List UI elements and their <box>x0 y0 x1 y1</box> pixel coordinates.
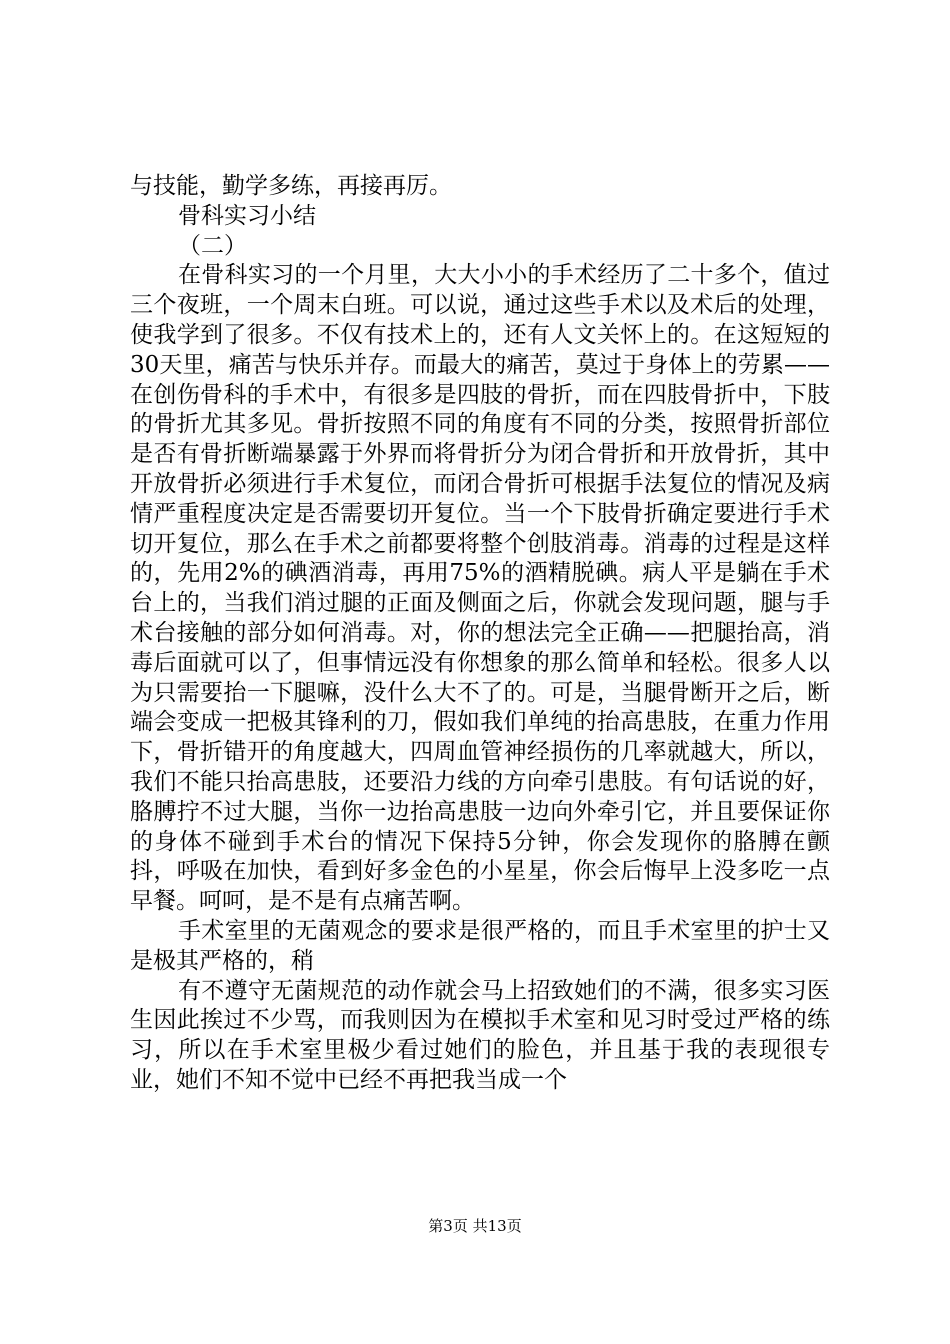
paragraph-sterile: 手术室里的无菌观念的要求是很严格的，而且手术室里的护士又是极其严格的，稍 <box>130 917 830 974</box>
paragraph-nurses: 有不遵守无菌规范的动作就会马上招致她们的不满，很多实习医生因此挨过不少骂，而我则因为在模拟手术室和见习时受过严格的练习，所以在手术室里极少看过她们的脸色，并且基于我的表现很专业，她们不知不觉中已经不再把我当成一个 <box>130 977 830 1093</box>
paragraph-main: 在骨科实习的一个月里，大大小小的手术经历了二十多个，值过三个夜班，一个周末白班。可以说，通过这些手术以及术后的处理，使我学到了很多。不仅有技术上的，还有人文关怀上的。在这短短的30天里，痛苦与快乐并存。而最大的痛苦，莫过于身体上的劳累——在创伤骨科的手术中，有很多是四肢的骨折，而在四肢骨折中，下肢的骨折尤其多见。骨折按照不同的角度有不同的分类，按照骨折部位是否有骨折断端暴露于外界而将骨折分为闭合骨折和开放骨折，其中开放骨折必须进行手术复位，而闭合骨折可根据手法复位的情况及病情严重程度决定是否需要切开复位。当一个下肢骨折确定要进行手术切开复位，那么在手术之前都要将整个创肢消毒。消毒的过程是这样的，先用2%的碘酒消毒，再用75%的酒精脱碘。病人平是躺在手术台上的，当我们消过腿的正面及侧面之后，你就会发现问题，腿与手术台接触的部分如何消毒。对，你的想法完全正确——把腿抬高，消毒后面就可以了，但事情远没有你想象的那么简单和轻松。很多人以为只需要抬一下腿嘛，没什么大不了的。可是，当腿骨断开之后，断端会变成一把极其锋利的刀，假如我们单纯的抬高患肢，在重力作用下，骨折错开的角度越大，四周血管神经损伤的几率就越大，所以，我们不能只抬高患肢，还要沿力线的方向牵引患肢。有句话说的好，胳膊拧不过大腿，当你一边抬高患肢一边向外牵引它，并且要保证你的身体不碰到手术台的情况下保持5分钟，你会发现你的胳膊在颤抖，呼吸在加快，看到好多金色的小星星，你会后悔早上没多吃一点早餐。呵呵，是不是有点痛苦啊。 <box>130 262 830 915</box>
section-number: （二） <box>178 232 247 259</box>
page-footer: 第3页 共13页 <box>428 1217 522 1235</box>
paragraph-continuation: 与技能，勤学多练，再接再厉。 <box>130 173 452 199</box>
section-title: 骨科实习小结 <box>178 202 316 229</box>
document-body <box>130 172 830 1096</box>
